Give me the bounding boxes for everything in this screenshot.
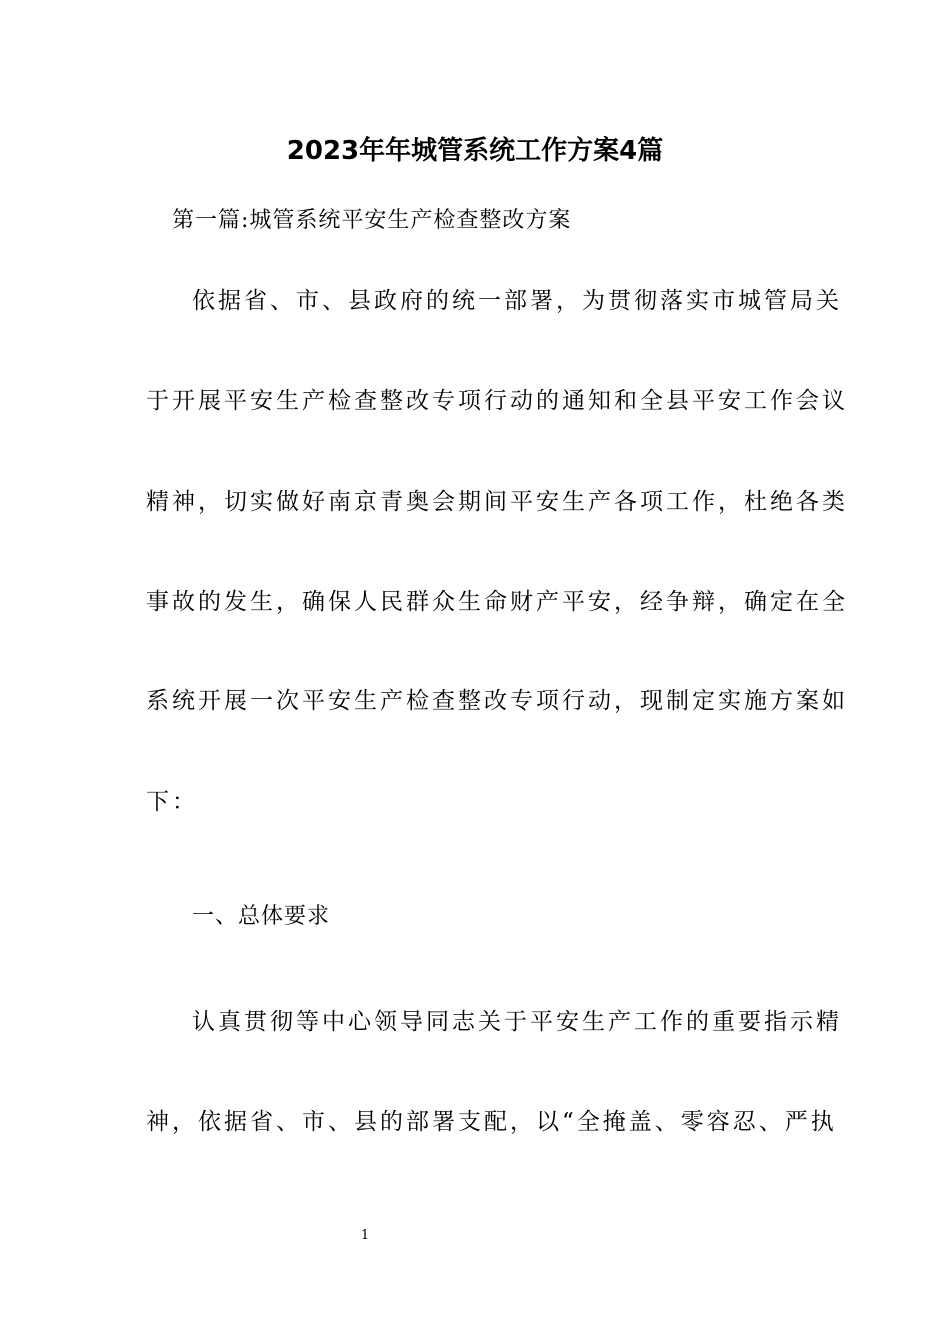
paragraph-line: 于开展平安生产检查整改专项行动的通知和全县平安工作会议 [146, 388, 848, 414]
paragraph-line: 系统开展一次平安生产检查整改专项行动，现制定实施方案如 [146, 688, 848, 714]
paragraph-line: 神，依据省、市、县的部署支配，以“全掩盖、零容忍、严执 [146, 1109, 837, 1135]
section-heading: 一、总体要求 [192, 904, 331, 929]
page-number: 1 [360, 1228, 370, 1243]
paragraph-line: 精神，切实做好南京青奥会期间平安生产各项工作，杜绝各类 [146, 489, 848, 515]
paragraph-line: 事故的发生，确保人民群众生命财产平安，经争辩，确定在全 [146, 589, 848, 615]
article-subtitle: 第一篇:城管系统平安生产检查整改方案 [172, 208, 572, 233]
document-title: 2023年年城管系统工作方案4篇 [286, 136, 664, 166]
paragraph-line: 依据省、市、县政府的统一部署，为贯彻落实市城管局关 [192, 288, 842, 314]
paragraph-line: 下： [146, 789, 198, 815]
paragraph-line: 认真贯彻等中心领导同志关于平安生产工作的重要指示精 [192, 1009, 842, 1035]
